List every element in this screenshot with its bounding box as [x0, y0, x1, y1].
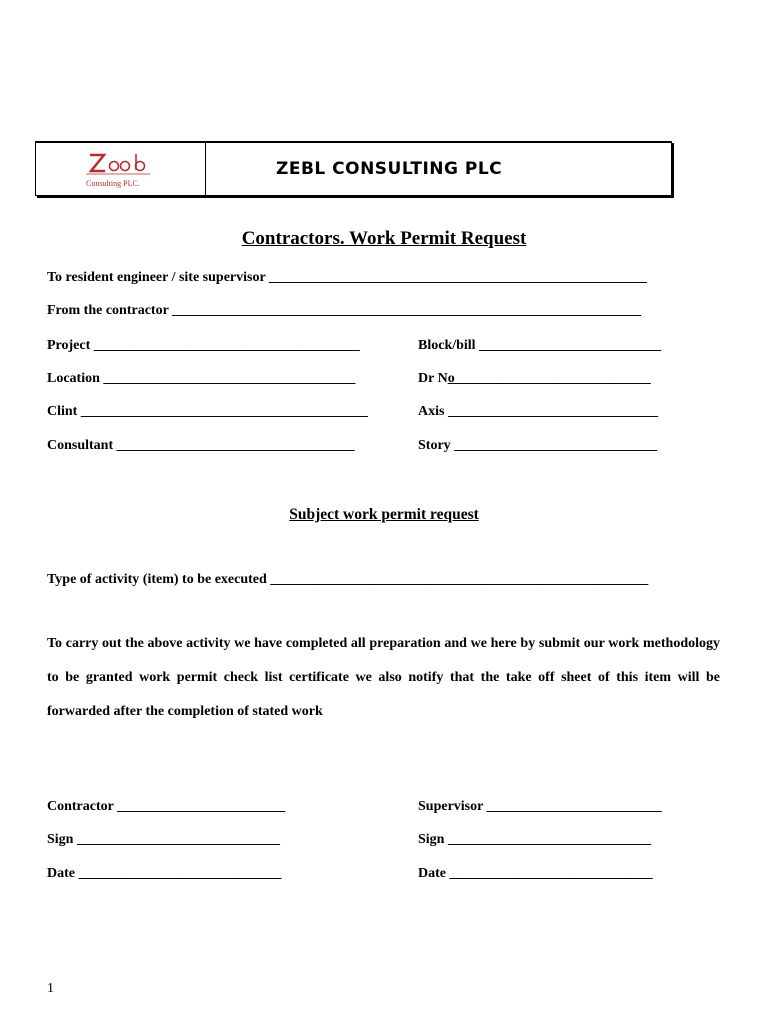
company-name: ZEBL CONSULTING PLC: [276, 159, 503, 179]
page-number: 1: [47, 981, 54, 996]
header-box: [35, 141, 672, 196]
dr-no-field[interactable]: [418, 371, 651, 387]
dr-no-o: o: [447, 371, 455, 386]
axis-field[interactable]: Axis ______________________________: [418, 404, 658, 419]
story-field[interactable]: Story _____________________________: [418, 438, 658, 453]
dr-no-label: Dr N: [418, 371, 448, 386]
from-contractor-field[interactable]: From the contractor ___________________________________________________________________: [47, 303, 642, 318]
block-bill-field[interactable]: Block/bill __________________________: [418, 338, 662, 353]
sign-left-field[interactable]: Sign _____________________________: [47, 832, 280, 847]
project-field[interactable]: Project ______________________________________: [47, 338, 360, 353]
date-right-field[interactable]: Date _____________________________: [418, 866, 653, 881]
declaration-paragraph: To carry out the above activity we have completed all preparation and we here by submit our work methodology to be granted work permit check list certificate we also notify that the take off sheet of this item will be forwarded after the completion of stated work: [47, 636, 720, 719]
subject-heading: Subject work permit request: [289, 506, 479, 523]
consultant-field[interactable]: Consultant __________________________________: [47, 438, 355, 453]
sign-right-field[interactable]: Sign _____________________________: [418, 832, 651, 847]
contractor-signature-field[interactable]: Contractor ________________________: [47, 799, 286, 814]
dr-no-line: ____________________________: [454, 371, 651, 386]
date-left-field[interactable]: Date _____________________________: [47, 866, 282, 881]
supervisor-signature-field[interactable]: Supervisor _________________________: [418, 799, 662, 814]
company-logo: [84, 149, 154, 179]
resident-engineer-field[interactable]: To resident engineer / site supervisor ______________________________________________________: [47, 270, 647, 285]
logo-cell: [36, 143, 206, 195]
location-field[interactable]: Location ____________________________________: [47, 371, 356, 386]
activity-field[interactable]: Type of activity (item) to be executed ______________________________________________________: [47, 572, 649, 587]
clint-field[interactable]: Clint _________________________________________: [47, 404, 368, 419]
form-title: Contractors. Work Permit Request: [241, 228, 527, 249]
logo-caption: Consulting PLC.: [86, 179, 140, 188]
